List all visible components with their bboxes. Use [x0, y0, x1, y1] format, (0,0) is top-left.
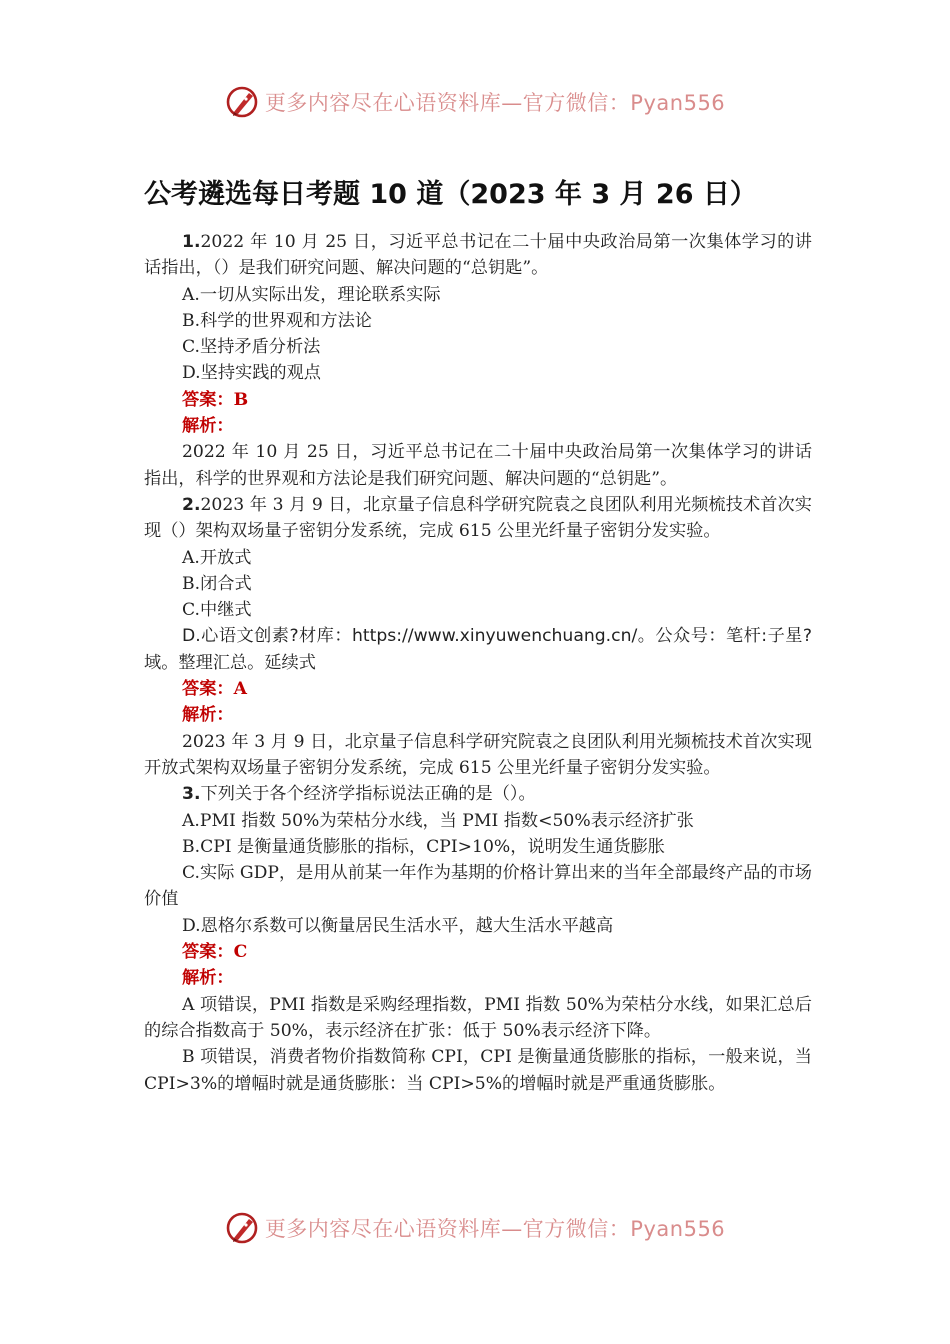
option-a: A.一切从实际出发，理论联系实际: [182, 284, 441, 305]
document-body: [144, 229, 812, 1097]
banner-text: 更多内容尽在心语资料库—官方微信：Pyan556: [264, 91, 726, 115]
pen-nib-logo-icon: [225, 1210, 261, 1246]
option-a: A.PMI 指数 50%为荣枯分水线，当 PMI 指数<50%表示经济扩张: [182, 810, 694, 831]
analysis-label: 解析：: [182, 968, 234, 989]
banner-text: 更多内容尽在心语资料库—官方微信：Pyan556: [264, 1217, 726, 1241]
option-a: A.开放式: [182, 547, 252, 568]
question-number: 3.: [182, 784, 201, 805]
option-c: C.坚持矛盾分析法: [182, 337, 321, 358]
header-banner: [0, 82, 950, 122]
option-b: B.科学的世界观和方法论: [182, 310, 372, 331]
answer: 答案：A: [182, 679, 247, 700]
analysis-text: 2022 年 10 月 25 日，习近平总书记在二十届中央政治局第一次集体学习的讲话指出，科学的世界观和方法论是我们研究问题、解决问题的“总钥匙”。: [144, 442, 812, 489]
analysis-text: 2023 年 3 月 9 日，北京量子信息科学研究院袁之良团队利用光频梳技术首次实现开放式架构双场量子密钥分发系统，完成 615 公里光纤量子密钥分发实验。: [144, 731, 812, 778]
analysis-label: 解析：: [182, 705, 234, 726]
pen-nib-logo-icon: [225, 84, 261, 120]
option-c: C.中继式: [182, 600, 252, 621]
question-number: 1.: [182, 232, 201, 252]
analysis-text-a: A 项错误，PMI 指数是采购经理指数，PMI 指数 50%为荣枯分水线，如果汇总后的综合指数高于 50%，表示经济在扩张：低于 50%表示经济下降。: [144, 994, 812, 1041]
question-1: [144, 229, 812, 282]
analysis-text-b: B 项错误，消费者物价指数简称 CPI，CPI 是衡量通货膨胀的指标，一般来说，当 CPI>3%的增幅时就是通货膨胀：当 CPI>5%的增幅时就是严重通货膨胀。: [144, 1047, 812, 1094]
option-b: B.CPI 是衡量通货膨胀的指标，CPI>10%，说明发生通货膨胀: [182, 836, 665, 857]
question-number: 2.: [182, 494, 201, 515]
answer: 答案：C: [182, 942, 248, 963]
option-b: B.闭合式: [182, 573, 252, 594]
question-text: 下列关于各个经济学指标说法正确的是（）。: [200, 784, 536, 805]
footer-banner: [0, 1208, 950, 1248]
option-c: C.实际 GDP，是用从前某一年作为基期的价格计算出来的当年全部最终产品的市场价值: [144, 863, 812, 910]
analysis-label: 解析：: [182, 416, 234, 437]
question-2: [144, 492, 812, 545]
question-3: [144, 781, 812, 807]
option-d: D.坚持实践的观点: [182, 363, 321, 384]
question-text: 2023 年 3 月 9 日，北京量子信息科学研究院袁之良团队利用光频梳技术首次实现（）架构双场量子密钥分发系统，完成 615 公里光纤量子密钥分发实验。: [144, 494, 812, 542]
page-title: 公考遴选每日考题 10 道（2023 年 3 月 26 日）: [144, 179, 757, 210]
question-text: 2022 年 10 月 25 日，习近平总书记在二十届中央政治局第一次集体学习的讲话指出，（）是我们研究问题、解决问题的“总钥匙”。: [144, 232, 812, 279]
option-d: D.心语文创素?材库：https://www.xinyuwenchuang.cn/。公众号：笔杆:子星?域。整理汇总。延续式: [144, 626, 812, 673]
option-d: D.恩格尔系数可以衡量居民生活水平，越大生活水平越高: [182, 915, 614, 936]
answer: 答案：B: [182, 389, 249, 410]
